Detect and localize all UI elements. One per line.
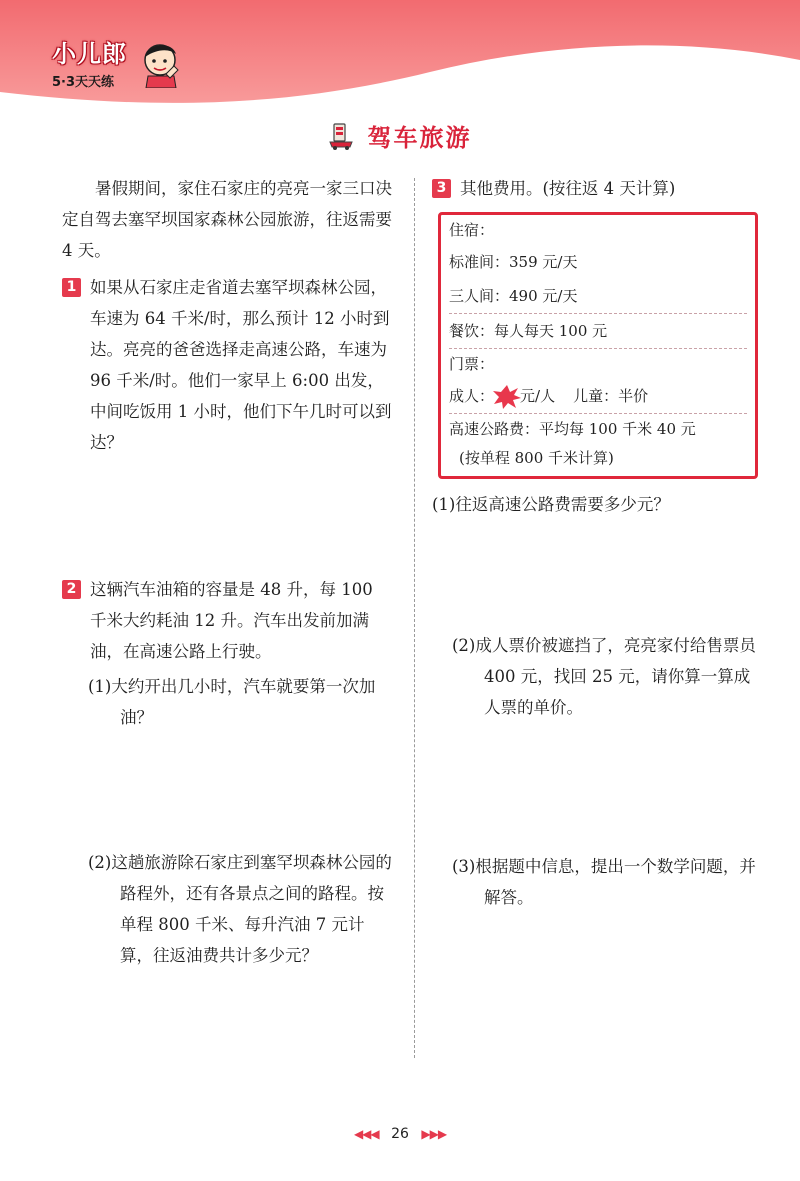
brand-subtitle: 5·3天天练: [52, 75, 115, 90]
page-number: 26: [391, 1126, 409, 1142]
brand-name: 小儿郎: [52, 40, 127, 68]
question-2: [62, 574, 392, 667]
mascot-boy-icon: [140, 40, 182, 88]
child-ticket-price: 儿童：半价: [573, 387, 649, 405]
adult-ticket-suffix: 元/人: [520, 387, 556, 405]
question-3-sub-2: (2)成人票价被遮挡了，亮亮家付给售票员 400 元，找回 25 元，请你算一算成人票的单价。: [452, 636, 756, 717]
right-column: [432, 173, 762, 913]
lodging-label: 住宿：: [449, 221, 495, 239]
question-2-text: 这辆汽车油箱的容量是 48 升，每 100 千米大约耗油 12 升。汽车出发前加满油，在高速公路上行驶。: [90, 580, 373, 661]
question-number-badge: 2: [62, 580, 81, 599]
food-price: 餐饮：每人每天 100 元: [449, 314, 747, 349]
question-3-sub-1: (1)往返高速公路费需要多少元？: [432, 495, 670, 514]
triple-room-price: 三人间：490 元/天: [449, 279, 747, 314]
question-number-badge: 1: [62, 278, 81, 297]
page-footer: [0, 1126, 800, 1142]
ticket-label: 门票：: [449, 355, 495, 373]
question-3: [432, 173, 762, 204]
column-divider: [414, 178, 415, 1058]
page-title: 驾车旅游: [367, 124, 472, 152]
question-1: [62, 272, 392, 458]
prev-arrows-icon: ◀◀◀: [353, 1127, 379, 1141]
price-info-box: [438, 212, 758, 479]
adult-ticket-prefix: 成人：: [449, 387, 495, 405]
splat-mark-icon: [492, 384, 522, 410]
toll-note: (按单程 800 千米计算): [459, 449, 614, 467]
car-travel-icon: [328, 122, 354, 150]
title-area: [0, 118, 800, 153]
left-column: [62, 173, 392, 971]
question-1-text: 如果从石家庄走省道去塞罕坝森林公园，车速为 64 千米/时，那么预计 12 小时到达。亮亮的爸爸选择走高速公路，车速为 96 千米/时。他们一家早上 6:00 出发，中间吃饭用 1 小时，他们下午几时可以到达？: [90, 278, 392, 452]
next-arrows-icon: ▶▶▶: [421, 1127, 447, 1141]
question-number-badge: 3: [432, 179, 451, 198]
brand-logo: [52, 34, 127, 90]
question-3-sub-3: (3)根据题中信息，提出一个数学问题，并解答。: [452, 857, 756, 907]
standard-room-price: 标准间：359 元/天: [449, 253, 578, 271]
toll-price: 高速公路费：平均每 100 千米 40 元: [449, 420, 696, 438]
question-3-text: 其他费用。(按往返 4 天计算): [460, 179, 676, 198]
question-2-sub-2: (2)这趟旅游除石家庄到塞罕坝森林公园的路程外，还有各景点之间的路程。按单程 800 千米、每升汽油 7 元计算，往返油费共计多少元？: [88, 853, 392, 965]
intro-paragraph: 暑假期间，家住石家庄的亮亮一家三口决定自驾去塞罕坝国家森林公园旅游，往返需要 4 天。: [62, 179, 392, 260]
ticket-prices: [449, 379, 747, 414]
question-2-sub-1: (1)大约开出几小时，汽车就要第一次加油？: [88, 677, 376, 727]
